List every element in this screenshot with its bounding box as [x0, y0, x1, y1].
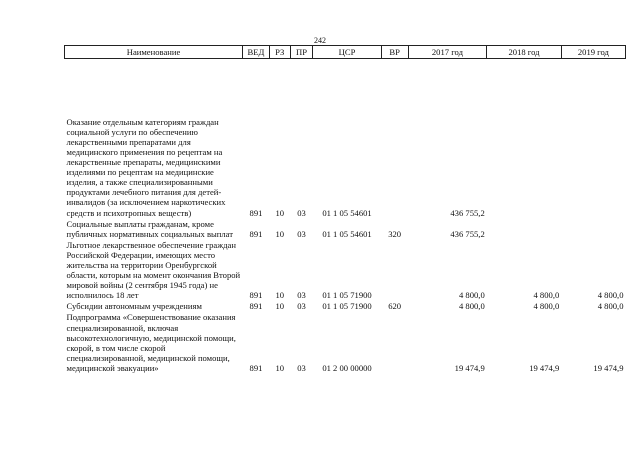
table-row — [65, 59, 626, 218]
header-csr: ЦСР — [313, 46, 381, 59]
page-number: 242 — [314, 36, 326, 45]
row-rz: 10 — [275, 301, 285, 312]
row-2019 — [561, 59, 625, 218]
row-ved: 891 — [249, 301, 263, 312]
row-2018 — [487, 59, 562, 218]
row-ved: 891 — [249, 207, 263, 218]
row-2018 — [487, 218, 562, 239]
row-pr: 03 — [297, 228, 306, 239]
row-rz: 10 — [275, 290, 285, 301]
row-2017: 19 474,9 — [454, 362, 485, 373]
row-name — [65, 311, 243, 373]
row-csr: 01 1 05 71900 — [322, 301, 372, 312]
table-row — [65, 300, 626, 311]
row-2017: 436 755,2 — [450, 228, 485, 239]
row-rz: 10 — [275, 362, 285, 373]
row-csr: 01 1 05 54601 — [322, 228, 372, 239]
row-csr: 01 2 00 00000 — [322, 362, 372, 373]
row-vr — [381, 311, 408, 373]
table-row — [65, 239, 626, 301]
row-2019 — [561, 218, 625, 239]
row-pr: 03 — [297, 290, 306, 301]
header-vr: ВР — [381, 46, 408, 59]
header-pr: ПР — [290, 46, 313, 59]
row-pr: 03 — [297, 207, 306, 218]
row-vr: 320 — [388, 228, 402, 239]
row-2018: 4 800,0 — [533, 301, 560, 312]
row-2017: 436 755,2 — [450, 207, 485, 218]
row-vr — [381, 59, 408, 218]
row-name-text: Субсидии автономным учреждениям — [66, 301, 202, 312]
row-pr: 03 — [297, 301, 306, 312]
row-name — [65, 300, 243, 311]
row-vr: 620 — [388, 301, 402, 312]
row-csr: 01 1 05 54601 — [322, 207, 372, 218]
row-rz: 10 — [275, 207, 285, 218]
budget-table — [64, 45, 626, 373]
row-vr — [381, 239, 408, 301]
header-name: Наименование — [65, 46, 243, 59]
row-2019: 4 800,0 — [597, 290, 624, 301]
header-rz: РЗ — [269, 46, 290, 59]
row-ved: 891 — [249, 290, 263, 301]
row-pr: 03 — [297, 362, 306, 373]
row-name-text: Социальные выплаты гражданам, кроме публичных нормативных социальных выплат — [66, 218, 234, 239]
row-2017: 4 800,0 — [458, 290, 485, 301]
header-2018: 2018 год — [487, 46, 562, 59]
row-2019: 19 474,9 — [593, 362, 624, 373]
row-name-text: Оказание отдельным категориям граждан социальной услуги по обеспечению лекарственными препаратами для медицинского применения по рецептам на лекарственные препараты, медицинскими изделиями по рецептам на медицинские изделия, а также специализированными продуктами лечебного питания для детей-инвалидов (за исключением наркотических средств и психотропных веществ) — [66, 116, 226, 218]
table-row — [65, 311, 626, 373]
row-csr: 01 1 05 71900 — [322, 290, 372, 301]
header-ved: ВЕД — [243, 46, 270, 59]
header-2017: 2017 год — [408, 46, 487, 59]
row-rz: 10 — [275, 228, 285, 239]
table-header-row — [65, 46, 626, 59]
table-row — [65, 218, 626, 239]
row-2018: 19 474,9 — [529, 362, 560, 373]
row-ved: 891 — [249, 362, 263, 373]
row-2017: 4 800,0 — [458, 301, 485, 312]
row-2019: 4 800,0 — [597, 301, 624, 312]
row-name — [65, 218, 243, 239]
row-ved: 891 — [249, 228, 263, 239]
header-2019: 2019 год — [561, 46, 625, 59]
row-name — [65, 239, 243, 301]
row-name-text: Льготное лекарственное обеспечение граждан Российской Федерации, имеющих место жительства на территории Оренбургской области, которым на момент окончания Второй мировой войны (2 сентября 1945 года) не исполнилось 18 лет — [66, 239, 241, 301]
row-name — [65, 59, 243, 218]
row-2018: 4 800,0 — [533, 290, 560, 301]
row-name-text: Подпрограмма «Совершенствование оказания специализированной, включая высокотехнологичную, медицинской помощи, скорой, в том числе скорой специализированной, медицинской помощи, медицинской эвакуации» — [66, 312, 236, 373]
